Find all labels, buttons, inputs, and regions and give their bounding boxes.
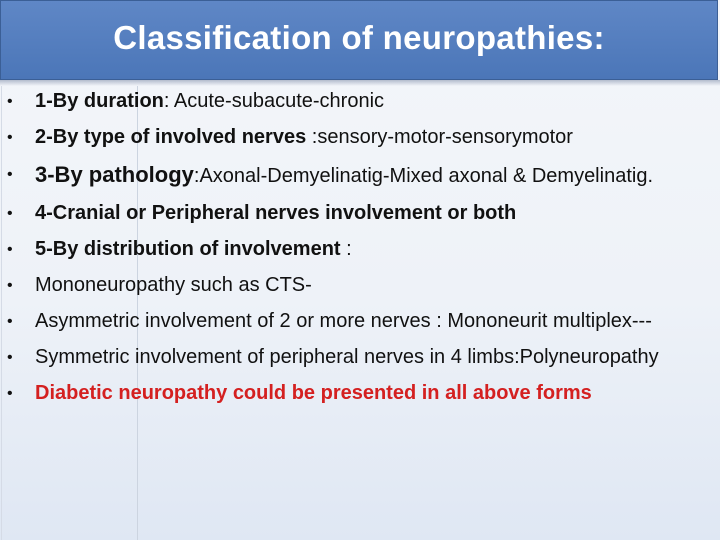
bullet-dot-icon: • bbox=[7, 313, 13, 330]
bullet-dot-icon: • bbox=[7, 166, 13, 183]
bullet-dot-icon: • bbox=[7, 241, 13, 258]
bullet-item-mononeuropathy bbox=[0, 274, 712, 297]
bullet-dot-icon: • bbox=[7, 93, 13, 110]
bullet-item-distribution bbox=[0, 238, 712, 261]
bullet-text: :sensory-motor-sensorymotor bbox=[311, 126, 573, 148]
bullet-item-polyneuropathy bbox=[0, 346, 712, 369]
title-bar bbox=[0, 0, 718, 80]
slide-content bbox=[0, 90, 712, 418]
bullet-heading: 5-By distribution of involvement bbox=[35, 238, 347, 260]
bullet-item-pathology bbox=[0, 162, 712, 189]
bullet-heading: 2-By type of involved nerves bbox=[35, 126, 312, 148]
bullet-heading: 3-By pathology bbox=[35, 162, 194, 187]
bullet-text: : Acute-subacute-chronic bbox=[163, 90, 385, 112]
bullet-item-mononeuritis-multiplex bbox=[0, 310, 712, 333]
bullet-dot-icon: • bbox=[7, 205, 13, 222]
bullet-heading: 4-Cranial or Peripheral nerves involvement or both bbox=[35, 202, 517, 224]
bullet-dot-icon: • bbox=[7, 277, 13, 294]
bullet-heading: 1-By duration bbox=[35, 90, 164, 112]
bullet-dot-icon: • bbox=[7, 349, 13, 366]
bullet-text: Mononeuropathy such as CTS- bbox=[35, 274, 312, 296]
slide-title: Classification of neuropathies: bbox=[113, 19, 605, 56]
bullet-text: Symmetric involvement of peripheral nerves in 4 limbs:Polyneuropathy bbox=[35, 346, 659, 368]
bullet-item-duration bbox=[0, 90, 712, 113]
bullet-text: Asymmetric involvement of 2 or more nerves : Mononeurit multiplex--- bbox=[35, 310, 652, 332]
bullet-dot-icon: • bbox=[7, 129, 13, 146]
title-shadow bbox=[0, 80, 720, 86]
bullet-text: : bbox=[346, 238, 352, 260]
bullet-list bbox=[0, 90, 712, 405]
bullet-text-highlight: Diabetic neuropathy could be presented in all above forms bbox=[35, 382, 592, 404]
bullet-text: :Axonal-Demyelinatig-Mixed axonal & Demyelinatig. bbox=[193, 165, 653, 187]
bullet-item-cranial-peripheral bbox=[0, 202, 712, 225]
bullet-item-diabetic bbox=[0, 382, 712, 405]
bullet-dot-icon: • bbox=[7, 385, 13, 402]
bullet-item-nerve-type bbox=[0, 126, 712, 149]
